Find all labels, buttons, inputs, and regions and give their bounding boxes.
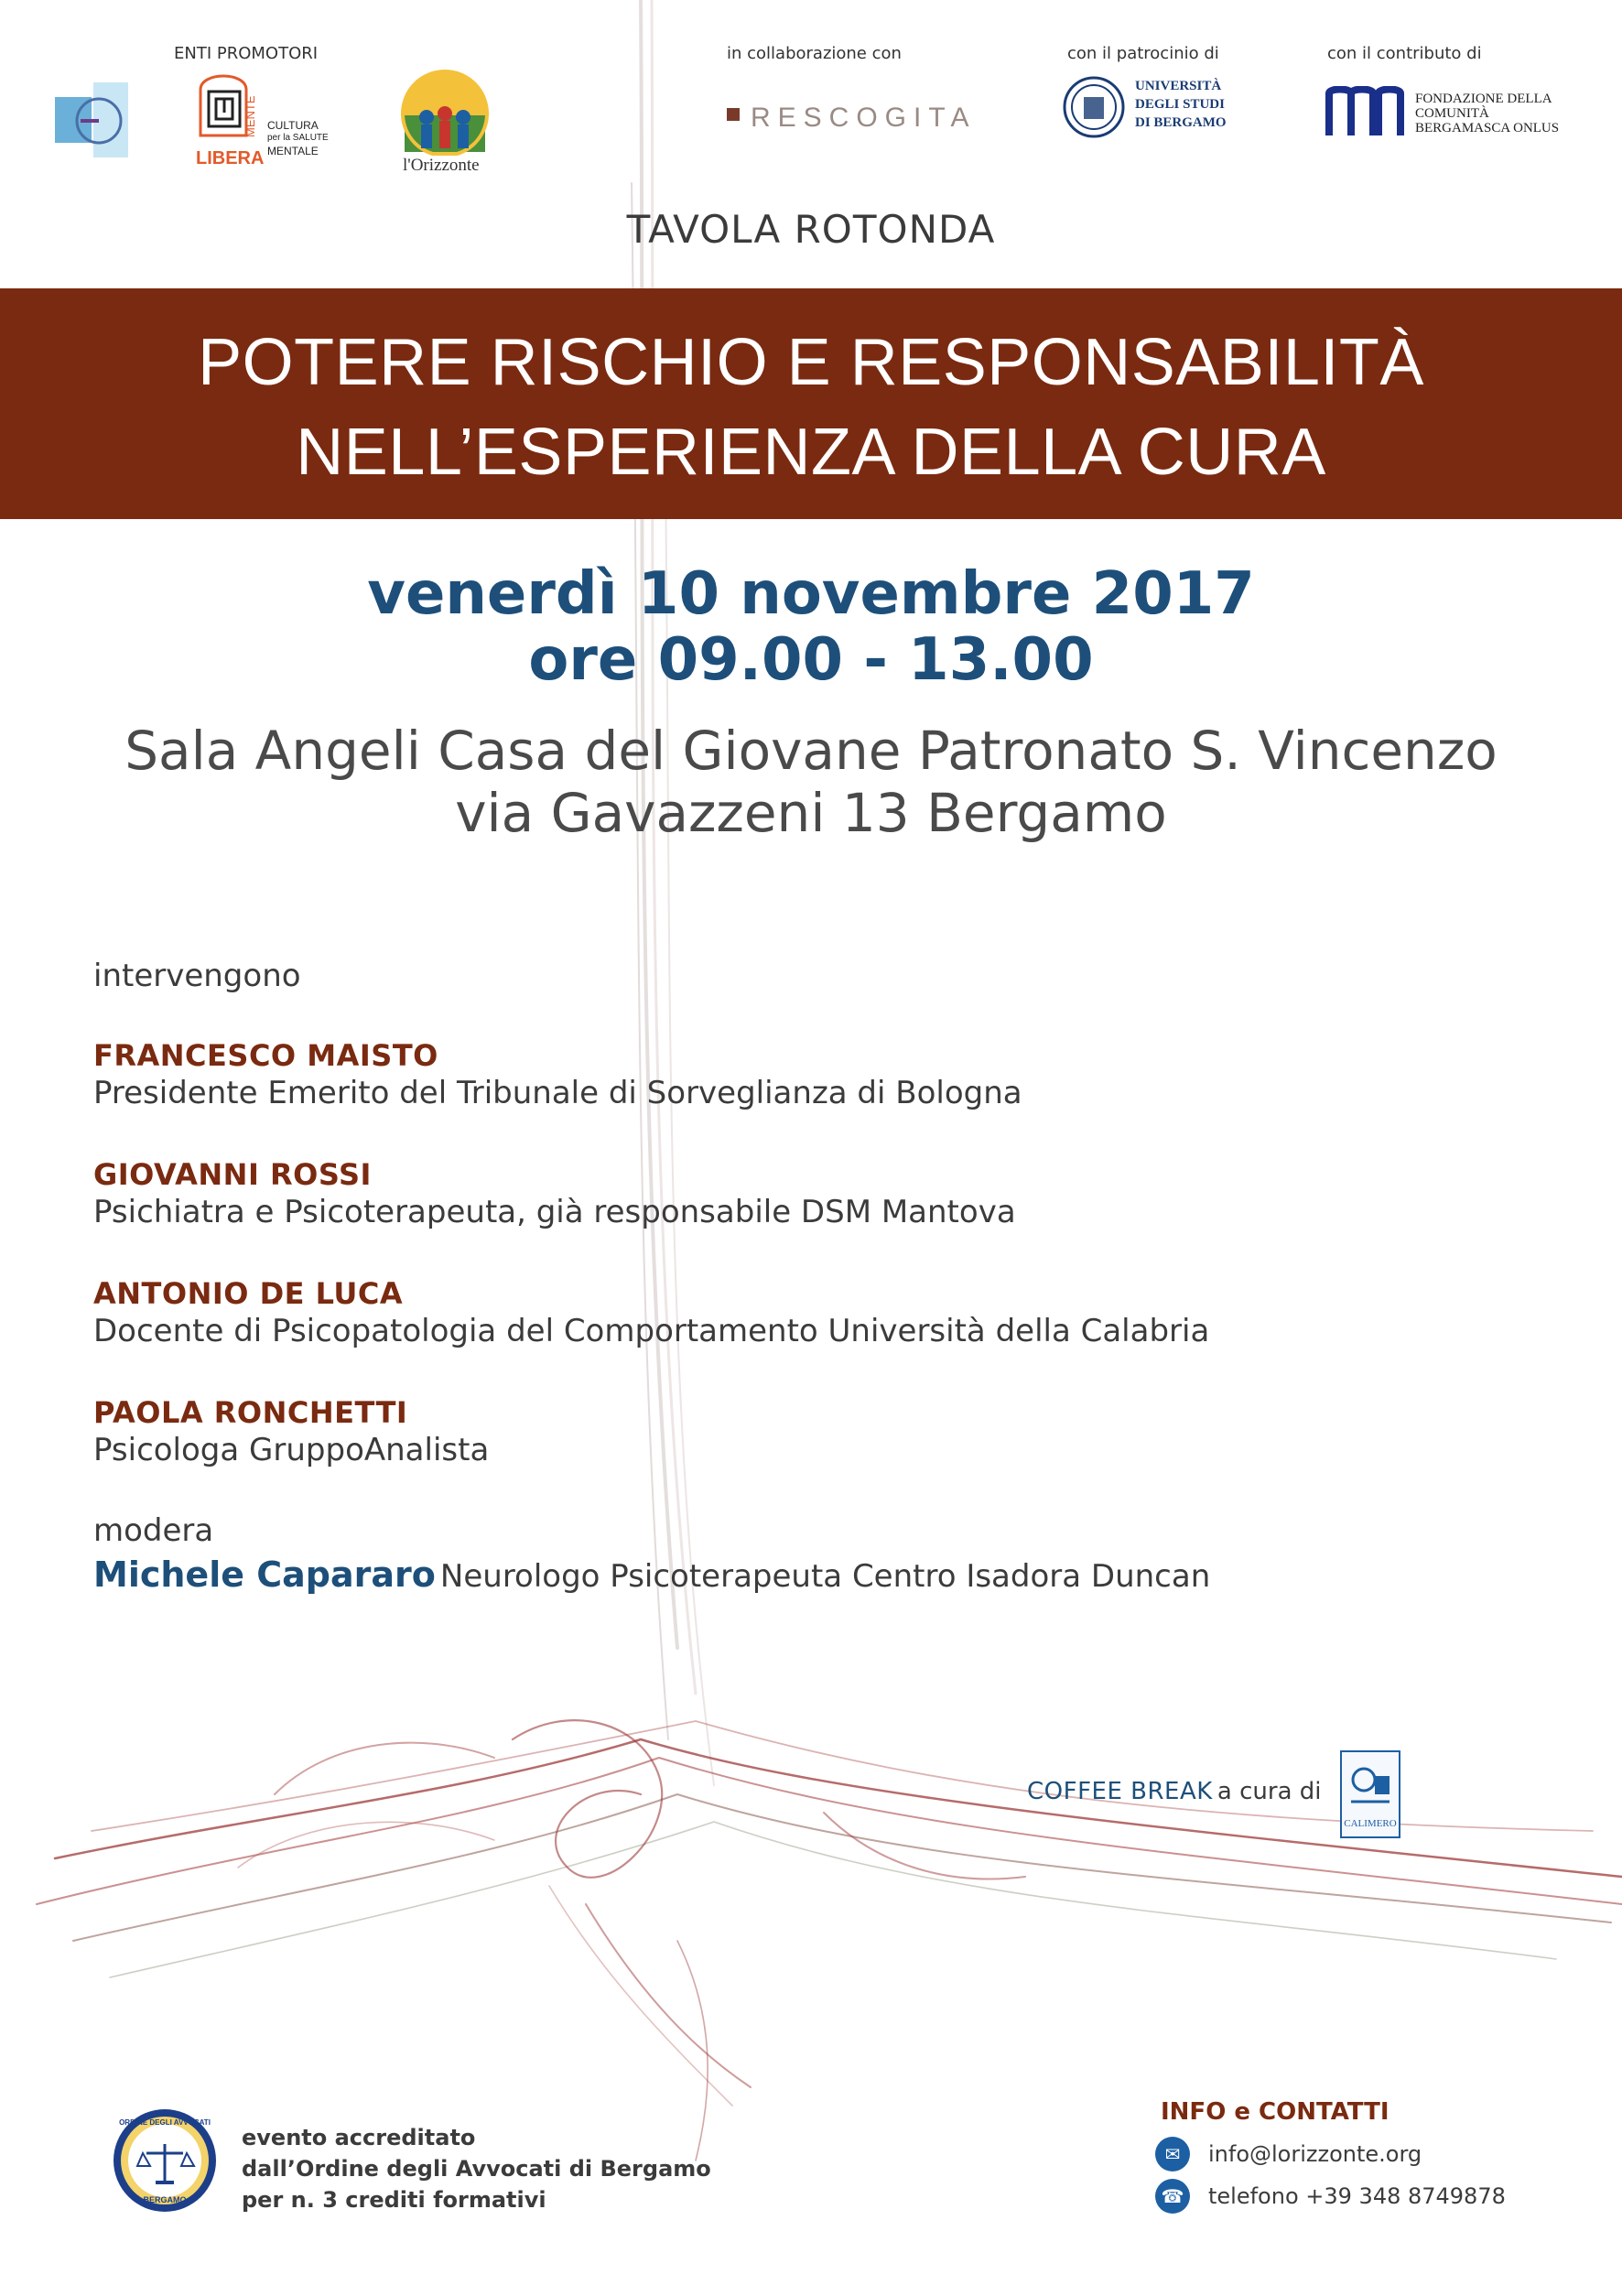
title-line-2: NELL’ESPERIENZA DELLA CURA	[296, 416, 1326, 489]
logo-tag-1: CULTURA	[267, 119, 319, 132]
event-kind: TAVOLA ROTONDA	[626, 207, 996, 252]
accreditation-line-3: per n. 3 crediti formativi	[242, 2187, 546, 2213]
title-banner	[0, 288, 1622, 519]
logo-tag-2: per la SALUTE	[267, 133, 329, 143]
phone-icon: ☎	[1155, 2179, 1190, 2214]
accreditation-text	[242, 2122, 711, 2215]
moderator-role: Neurologo Psicoterapeuta Centro Isadora Duncan	[439, 1558, 1211, 1595]
speaker-name: GIOVANNI ROSSI	[93, 1157, 372, 1192]
speakers-label: intervengono	[93, 958, 301, 994]
patronage-label: con il patrocinio di	[1067, 44, 1219, 63]
seal-top-text: ORDINE DEGLI AVVOCATI	[119, 2118, 211, 2127]
seal-bottom-text: BERGAMO	[143, 2195, 187, 2204]
moderator-label: modera	[93, 1512, 214, 1549]
unibg-line2: DEGLI STUDI	[1135, 97, 1225, 112]
coffee-suffix: a cura di	[1216, 1778, 1322, 1805]
coffee-label: COFFEE BREAK	[1027, 1778, 1213, 1805]
info-title: INFO e CONTATTI	[1161, 2098, 1390, 2126]
email-row[interactable]	[1155, 2137, 1422, 2171]
event-date: venerdì 10 novembre 2017	[367, 560, 1255, 628]
libera-text: LIBERA	[196, 148, 265, 168]
phone-link[interactable]: telefono +39 348 8749878	[1208, 2183, 1506, 2209]
orizzonte-text: l'Orizzonte	[403, 156, 480, 175]
speaker-name: FRANCESCO MAISTO	[93, 1038, 438, 1073]
collab-label: in collaborazione con	[727, 44, 902, 63]
fondazione-line2: COMUNITÀ	[1415, 106, 1489, 121]
title-line-1: POTERE RISCHIO E RESPONSABILITÀ	[198, 326, 1424, 399]
rescogita-mark	[727, 108, 740, 121]
speaker-role: Presidente Emerito del Tribunale di Sorveglianza di Bologna	[93, 1075, 1022, 1111]
speaker-role: Psicologa GruppoAnalista	[93, 1432, 490, 1468]
venue-line-2: via Gavazzeni 13 Bergamo	[455, 782, 1167, 844]
promoters-label: ENTI PROMOTORI	[174, 44, 319, 63]
rescogita-logo	[727, 103, 983, 139]
event-time: ore 09.00 - 13.00	[528, 626, 1094, 694]
speaker-role: Docente di Psicopatologia del Comportamento Università della Calabria	[93, 1313, 1210, 1349]
logo-tag-3: MENTALE	[267, 145, 319, 157]
calimero-logo	[1340, 1750, 1400, 1838]
speaker-name: PAOLA RONCHETTI	[93, 1395, 408, 1430]
venue-line-1: Sala Angeli Casa del Giovane Patronato S. Vincenzo	[124, 720, 1498, 782]
accreditation-line-1: evento accreditato	[242, 2125, 476, 2150]
mente-libera-logo	[196, 71, 342, 172]
fondazione-logo	[1325, 86, 1563, 141]
rescogita-text: RESCOGITA	[751, 103, 977, 133]
email-link[interactable]: info@lorizzonte.org	[1208, 2141, 1422, 2167]
aiutiamoli-logo	[53, 79, 132, 161]
moderator-line	[93, 1554, 1210, 1595]
orizzonte-logo	[399, 68, 500, 178]
ordine-avvocati-seal	[110, 2106, 220, 2215]
unibg-logo	[1062, 75, 1227, 148]
contribution-label: con il contributo di	[1327, 44, 1482, 63]
coffee-break	[1027, 1778, 1322, 1805]
mente-text: MENTE	[243, 95, 257, 137]
phone-row[interactable]	[1155, 2179, 1506, 2214]
speaker-role: Psichiatra e Psicoterapeuta, già responsabile DSM Mantova	[93, 1194, 1016, 1230]
speaker-name: ANTONIO DE LUCA	[93, 1276, 404, 1311]
unibg-line3: DI BERGAMO	[1135, 115, 1227, 130]
accreditation-line-2: dall’Ordine degli Avvocati di Bergamo	[242, 2156, 711, 2182]
fondazione-line1: FONDAZIONE DELLA	[1415, 92, 1552, 106]
fondazione-line3: BERGAMASCA ONLUS	[1415, 121, 1560, 135]
moderator-name: Michele Capararo	[93, 1554, 436, 1595]
calimero-text: CALIMERO	[1344, 1818, 1397, 1829]
envelope-icon: ✉	[1155, 2137, 1190, 2171]
unibg-line1: UNIVERSITÀ	[1135, 79, 1222, 93]
